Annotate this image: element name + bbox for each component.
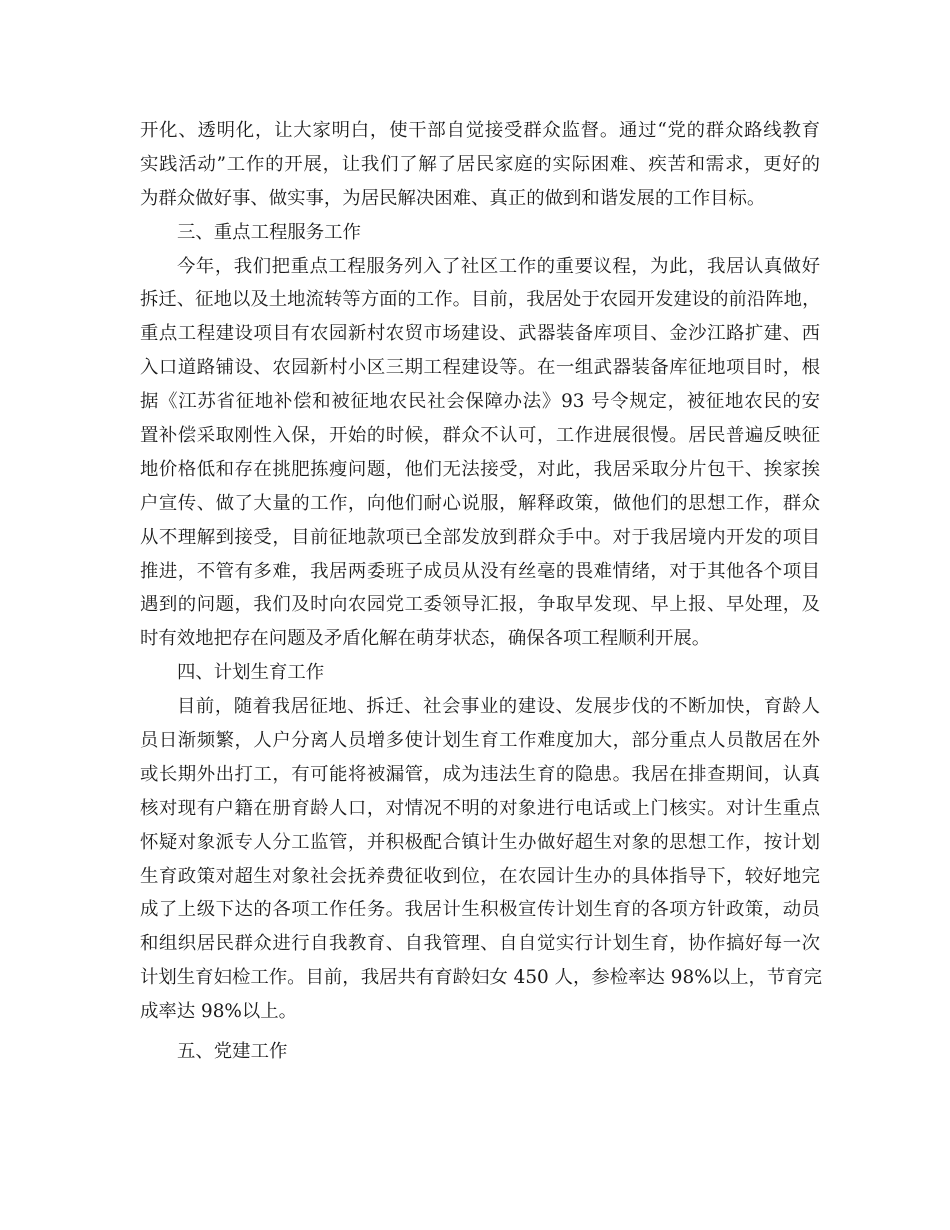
text-line: 开化、透明化，让大家明白，使干部自觉接受群众监督。通过“党的群众路线教育 xyxy=(140,120,820,141)
text-line: 重点工程建设项目有农园新村农贸市场建设、武器装备库项目、金沙江路扩建、西 xyxy=(140,323,820,345)
text-line: 成了上级下达的各项工作任务。我居计生积极宣传计划生育的各项方针政策，动员 xyxy=(140,899,820,921)
text-line: 今年，我们把重点工程服务列入了社区工作的重要议程，为此，我居认真做好 xyxy=(177,255,820,277)
paragraph-key-projects xyxy=(140,250,820,657)
text-line: 入口道路铺设、农园新村小区三期工程建设等。在一组武器装备库征地项目时，根 xyxy=(140,357,820,379)
text-line: 据《江苏省征地补偿和被征地农民社会保障办法》93 号令规定，被征地农民的安 xyxy=(140,391,820,413)
section-heading-key-projects: 三、重点工程服务工作 xyxy=(177,221,361,243)
text-line: 实践活动”工作的开展，让我们了解了居民家庭的实际困难、疾苦和需求，更好的 xyxy=(140,153,820,175)
text-line: 目前，随着我居征地、拆迁、社会事业的建设、发展步伐的不断加快，育龄人 xyxy=(177,696,820,718)
text-line: 怀疑对象派专人分工监管，并积极配合镇计生办做好超生对象的思想工作，按计划 xyxy=(140,831,820,853)
section-heading-family-planning: 四、计划生育工作 xyxy=(177,662,325,684)
text-line: 推进，不管有多难，我居两委班子成员从没有丝毫的畏难情绪，对于其他各个项目 xyxy=(140,560,820,582)
text-line: 为群众做好事、做实事，为居民解决困难、真正的做到和谐发展的工作目标。 xyxy=(140,187,766,209)
section-heading-party-building: 五、党建工作 xyxy=(177,1041,288,1063)
text-line: 成率达 98%以上。 xyxy=(140,1001,298,1023)
text-line: 员日渐频繁，人户分离人员增多使计划生育工作难度加大，部分重点人员散居在外 xyxy=(140,730,820,752)
document-body xyxy=(140,114,823,1069)
text-line: 置补偿采取刚性入保，开始的时候，群众不认可，工作进展很慢。居民普遍反映征 xyxy=(140,425,820,447)
text-line: 生育政策对超生对象社会抚养费征收到位，在农园计生办的具体指导下，较好地完 xyxy=(140,865,820,887)
text-line: 地价格低和存在挑肥拣瘦问题，他们无法接受，对此，我居采取分片包干、挨家挨 xyxy=(140,458,820,480)
text-line: 拆迁、征地以及土地流转等方面的工作。目前，我居处于农园开发建设的前沿阵地， xyxy=(140,289,821,311)
text-line: 和组织居民群众进行自我教育、自我管理、自自觉实行计划生育，协作搞好每一次 xyxy=(140,933,820,955)
text-line: 或长期外出打工，有可能将被漏管，成为违法生育的隐患。我居在排查期间，认真 xyxy=(140,763,820,785)
text-line: 遇到的问题，我们及时向农园党工委领导汇报，争取早发现、早上报、早处理，及 xyxy=(140,594,820,616)
text-line: 时有效地把存在问题及矛盾化解在萌芽状态，确保各项工程顺利开展。 xyxy=(140,628,711,650)
text-line: 户宣传、做了大量的工作，向他们耐心说服，解释政策，做他们的思想工作，群众 xyxy=(140,492,820,514)
text-line: 核对现有户籍在册育龄人口，对情况不明的对象进行电话或上门核实。对计生重点 xyxy=(140,797,820,819)
paragraph-family-planning xyxy=(140,690,823,1029)
text-line: 计划生育妇检工作。目前，我居共有育龄妇女 450 人，参检率达 98%以上，节育完 xyxy=(140,967,823,989)
paragraph-party-line-continuation xyxy=(140,114,820,216)
text-line: 从不理解到接受，目前征地款项已全部发放到群众手中。对于我居境内开发的项目 xyxy=(140,526,820,548)
